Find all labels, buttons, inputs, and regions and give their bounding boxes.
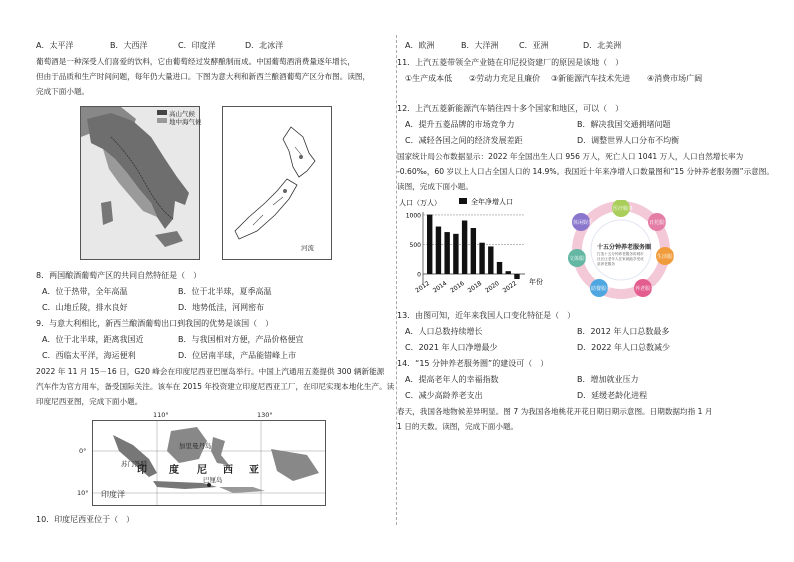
map-label-sumatra: 苏门答腊 [121,460,147,468]
chart-bar-2021 [506,271,511,274]
legend-alpine-swatch [157,110,167,115]
q10-option-a[interactable]: A．欧洲 [405,41,435,50]
q12-option-a[interactable]: A．提升五菱品牌的市场竞争力 [405,120,515,129]
italy-legend-med: 地中海气候 [169,118,202,126]
q12-option-d[interactable]: D．调整世界人口分布不均衡 [577,136,680,145]
service-item-6: 文体服务 [569,256,590,262]
chart-legend-swatch [459,198,467,204]
passage-wine-line3: 完成下面小题。 [36,87,90,96]
italy-legend-alpine: 高山气候 [169,110,195,118]
q13-option-b[interactable]: B．2012 年人口总数最多 [577,327,670,336]
q9-option-b[interactable]: B．与我国相对方便，产品价格便宜 [178,335,304,344]
map-label-indian-ocean: 印度洋 [101,490,125,499]
service-item-7: 休闲娱乐 [573,220,594,226]
nz-legend-river: 河流 [301,244,314,252]
q10-option-b[interactable]: B．大洋洲 [461,41,499,50]
q14-option-b[interactable]: B．增加就业压力 [577,375,639,384]
map-lat-10: 10° [77,489,89,497]
chart-bar-2022 [514,274,519,279]
q7-option-d[interactable]: D．北冰洋 [245,41,284,50]
chart-bar-2015 [453,234,458,274]
service-item-5: 助餐服务 [591,286,612,292]
chart-bar-2017 [471,228,476,274]
chart-x-tick-label: 2012 [414,279,431,295]
chart-y-tick-label: 500 [409,241,421,249]
passage-blossom-line1: 春天，我国各地物候差异明显。图 7 为我国各地桃花开花日期日期示意图。日期数据均指 1 月 [397,407,713,416]
q7-option-a[interactable]: A．太平洋 [36,41,74,50]
chart-x-tick-label: 2016 [449,279,466,295]
q12-option-b[interactable]: B．解决我国交通拥堵问题 [577,120,671,129]
question-12: 12．上汽五菱新能源汽车销往四十多个国家和地区，可以（ ） [397,104,624,113]
q11-item-2: ②劳动力充足且廉价 [469,74,541,83]
chart-bar-2013 [436,227,441,274]
chart-bar-2020 [497,262,502,274]
q10-option-c[interactable]: C．亚洲 [519,41,549,50]
map-lat-0: 0° [79,447,87,455]
q10-option-d[interactable]: D．北美洲 [583,41,622,50]
chart-bar-2018 [479,243,484,274]
map-char-4: 西 [223,465,233,476]
q8-option-b[interactable]: B．位于北半球，夏季高温 [178,287,272,296]
service-center-subtitle: 打造十五分钟养老服务的城市社区让老年人在家就能享受优质养老服务 [597,252,644,266]
map-lon-130: 130° [257,411,273,419]
question-11: 11．上汽五菱带领全产业链在印尼投资建厂的原因是该地（ ） [397,58,624,67]
q11-item-1: ①生产成本低 [405,74,453,83]
passage-wine-line2: 但由于品质和生产时间问题，每年仍大量进口。下图为意大利和新西兰酿酒葡萄产区分布图。读图， [36,72,371,81]
chart-y-tick-label: 1000 [405,212,421,220]
q13-option-d[interactable]: D．2022 年人口总数减少 [577,343,671,352]
question-10: 10．印度尼西亚位于（ ） [36,515,135,524]
indonesia-map [77,411,326,506]
passage-indonesia-line3: 印度尼西亚图，完成下面小题。 [36,397,143,406]
q12-option-c[interactable]: C．减轻各国之间的经济发展差距 [405,136,523,145]
chart-bar-2012 [427,215,432,274]
map-char-1: 印 [137,465,147,476]
map-char-5: 亚 [249,465,259,476]
q8-option-d[interactable]: D．地势低洼，河网密布 [178,303,265,312]
service-item-1: 医疗服务 [613,206,634,212]
map-char-2: 度 [169,465,179,476]
q8-option-c[interactable]: C．山地丘陵，排水良好 [42,303,128,312]
passage-population-line3: 读图，完成下面小题。 [397,182,473,191]
passage-indonesia-line1: 2022 年 11 月 15－16 日，G20 峰会在印度尼西亚巴厘岛举行。中国上汽通用五菱提供 300 辆新能源 [36,367,385,376]
service-item-3: 生活服务 [657,254,678,260]
q7-option-c[interactable]: C．印度洋 [178,41,216,50]
map-lon-110: 110° [153,411,169,419]
service-item-2: 日托服务 [649,220,670,226]
q14-option-c[interactable]: C．减少高龄养老支出 [405,391,483,400]
chart-legend-text: 全年净增人口 [471,198,513,206]
new-zealand-map [222,106,332,260]
map-label-bali: 巴厘岛 [203,476,223,484]
chart-x-tick-label: 2014 [431,279,449,295]
q9-option-a[interactable]: A．位于北半球，距离我国近 [42,335,144,344]
q9-option-c[interactable]: C．西临太平洋，海运便利 [42,351,136,360]
italy-map [80,106,200,260]
map-char-3: 尼 [197,465,207,476]
chart-x-tick-label: 2020 [484,279,501,295]
chart-ylabel: 人口（万人） [399,199,441,207]
q14-option-d[interactable]: D．延缓老龄化进程 [577,391,648,400]
question-13: 13．由图可知，近年来我国人口变化特征是（ ） [397,311,576,320]
chart-y-tick-label: 0 [417,271,421,279]
map-label-kalimantan: 加里曼丹岛 [179,442,212,450]
chart-xlabel: 年份 [529,278,543,286]
q9-option-d[interactable]: D．位居南半球，产品能错峰上市 [178,351,297,360]
q11-item-3: ③新能源汽车技术先进 [551,74,631,83]
italy-map-shape [81,107,199,259]
nz-map-shape [223,107,331,259]
q8-option-a[interactable]: A．位于热带，全年高温 [42,287,128,296]
chart-bar-2014 [444,232,449,274]
question-9: 9．与意大利相比，新西兰酿酒葡萄出口到我国的优势是该国（ ） [36,319,274,328]
passage-blossom-line2: 1 日的天数。读图，完成下面小题。 [397,422,519,431]
q7-option-b[interactable]: B．大西洋 [110,41,148,50]
passage-population-line1: 国家统计局公布数据显示：2022 年全国出生人口 956 万人，死亡人口 1041 万人，人口自然增长率为 [397,152,744,161]
service-item-4: 养老服务 [635,286,656,292]
right-column [397,0,794,562]
service-circle-graphic [545,200,697,300]
question-8: 8．两国酿酒葡萄产区的共同自然特征是（ ） [36,271,202,280]
q11-item-4: ④消费市场广阔 [647,74,703,83]
passage-population-line2: -0.60‰，60 岁以上人口占全国人口的 14.9%。我国近十年来净增人口数量图和“15 分钟养老服务圈”示意图。 [397,167,774,176]
q13-option-a[interactable]: A．人口总数持续增长 [405,327,483,336]
q14-option-a[interactable]: A．提高老年人的幸福指数 [405,375,499,384]
chart-x-tick-label: 2022 [501,279,519,295]
chart-x-tick-label: 2018 [466,279,484,295]
service-center-title: 十五分钟养老服务圈 [597,244,652,251]
population-bar-chart [397,196,547,300]
question-14: 14．“15 分钟养老服务圈”的建设可（ ） [397,359,549,368]
chart-bar-2019 [488,246,493,274]
passage-wine-line1: 葡萄酒是一种深受人们喜爱的饮料，它由葡萄经过发酵酿制而成。中国葡萄酒消费量逐年增长， [36,57,355,66]
q13-option-c[interactable]: C．2021 年人口净增最少 [405,343,498,352]
passage-indonesia-line2: 汽车作为官方用车，备受国际关注。该车在 2015 年投资建立印度尼西亚工厂，在印尼实现本地化生产。读 [36,382,395,391]
chart-bar-2016 [462,221,467,274]
legend-med-swatch [157,118,167,123]
